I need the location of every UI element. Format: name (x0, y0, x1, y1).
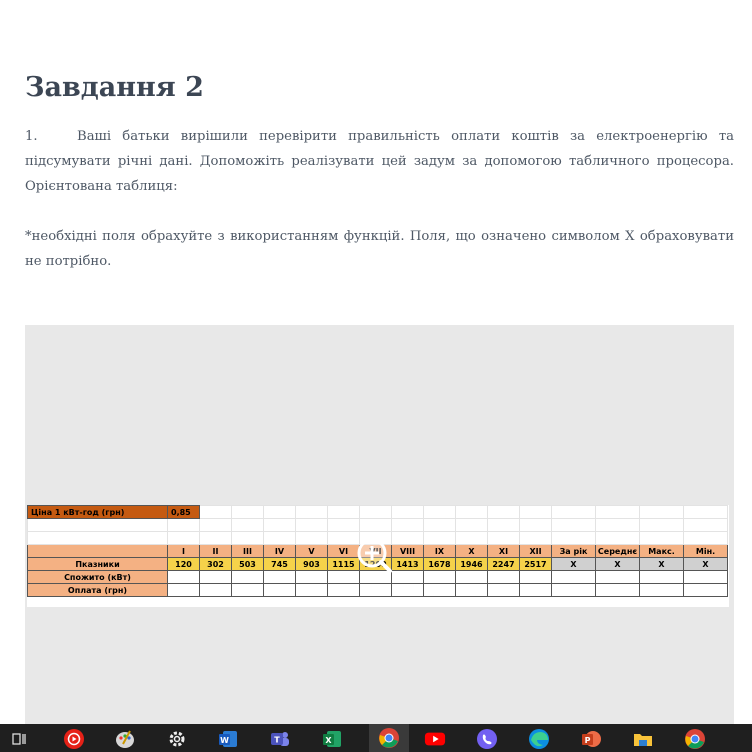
table-image[interactable] (25, 325, 734, 724)
value-cell (168, 584, 200, 597)
svg-text:P: P (584, 736, 591, 745)
sheet-cell (392, 532, 424, 545)
sheet-cell (232, 506, 264, 519)
task-paragraph (25, 124, 734, 199)
youtube-icon[interactable] (424, 728, 446, 750)
summary-cell: X (640, 558, 684, 571)
value-cell (168, 571, 200, 584)
page-title: Завдання 2 (25, 72, 204, 103)
month-header-cell: III (232, 545, 264, 558)
summary-cell (552, 584, 596, 597)
summary-cell (596, 584, 640, 597)
value-cell (232, 584, 264, 597)
excel-icon[interactable] (321, 728, 343, 750)
value-cell (424, 571, 456, 584)
value-cell (488, 584, 520, 597)
month-header-cell: I (168, 545, 200, 558)
value-cell (520, 571, 552, 584)
list-number: 1. (25, 129, 38, 144)
youtube-music-icon[interactable] (63, 728, 85, 750)
value-cell: 503 (232, 558, 264, 571)
month-header-cell: IX (424, 545, 456, 558)
paint-icon[interactable] (114, 728, 136, 750)
month-header-cell: X (456, 545, 488, 558)
price-label-cell: Ціна 1 кВт-год (грн) (28, 506, 168, 519)
sheet-cell (488, 532, 520, 545)
sheet-cell (596, 532, 640, 545)
month-header-cell: II (200, 545, 232, 558)
sheet-cell (28, 532, 168, 545)
sheet-cell (456, 532, 488, 545)
value-cell: 1678 (424, 558, 456, 571)
summary-cell (640, 571, 684, 584)
svg-text:W: W (220, 736, 229, 745)
sheet-cell (424, 519, 456, 532)
edge-icon[interactable] (528, 728, 550, 750)
value-cell: 1115 (328, 558, 360, 571)
sheet-cell (596, 506, 640, 519)
summary-cell (684, 571, 728, 584)
value-cell: 2247 (488, 558, 520, 571)
summary-cell: X (684, 558, 728, 571)
sheet-cell (360, 506, 392, 519)
sheet-cell (684, 532, 728, 545)
sheet-cell (168, 532, 200, 545)
value-cell: 302 (200, 558, 232, 571)
file-explorer-icon[interactable] (632, 728, 654, 750)
sheet-cell (328, 506, 360, 519)
value-cell: 120 (168, 558, 200, 571)
sheet-cell (424, 506, 456, 519)
value-cell (456, 571, 488, 584)
summary-header-cell: Середнє (596, 545, 640, 558)
svg-text:T: T (274, 735, 280, 745)
sheet-cell (552, 532, 596, 545)
sheet-cell (488, 506, 520, 519)
value-cell: 745 (264, 558, 296, 571)
month-header-cell: VIII (392, 545, 424, 558)
value-cell (456, 584, 488, 597)
word-icon[interactable] (217, 728, 239, 750)
sheet-cell (596, 519, 640, 532)
row-label-cell: Пказники (28, 558, 168, 571)
sheet-cell (520, 532, 552, 545)
sheet-cell (488, 519, 520, 532)
value-cell (392, 584, 424, 597)
summary-cell (684, 584, 728, 597)
row-label-cell: Оплата (грн) (28, 584, 168, 597)
zoom-in-icon[interactable] (355, 536, 393, 574)
sheet-cell (640, 532, 684, 545)
taskbar (0, 724, 752, 752)
sheet-cell (392, 519, 424, 532)
summary-cell (552, 571, 596, 584)
value-cell (360, 584, 392, 597)
sheet-cell (232, 519, 264, 532)
sheet-cell (232, 532, 264, 545)
sheet-cell (392, 506, 424, 519)
sheet-cell (168, 519, 200, 532)
sheet-cell (360, 519, 392, 532)
summary-header-cell: Макс. (640, 545, 684, 558)
month-header-cell: V (296, 545, 328, 558)
sheet-cell (264, 506, 296, 519)
summary-cell: X (596, 558, 640, 571)
chrome-icon[interactable] (684, 728, 706, 750)
sheet-cell (264, 532, 296, 545)
value-cell (264, 584, 296, 597)
task-text: Ваші батьки вирішили перевірити правильність оплати коштів за електроенергію та підсумувати річні дані. Допоможіть реалізувати цей задум за допомогою табличного процесора. Орієнтована таблиця: (25, 129, 734, 194)
sheet-cell (684, 519, 728, 532)
sheet-cell (296, 519, 328, 532)
sheet-cell (456, 519, 488, 532)
note-paragraph: *необхідні поля обрахуйте з використанням функцій. Поля, що означено символом Х обраховувати не потрібно. (25, 229, 734, 269)
sheet-cell (424, 532, 456, 545)
sheet-cell (200, 506, 232, 519)
sheet-cell (28, 519, 168, 532)
summary-cell (596, 571, 640, 584)
sheet-cell (684, 506, 728, 519)
sheet-cell (456, 506, 488, 519)
sheet-cell (640, 506, 684, 519)
sheet-cell (200, 532, 232, 545)
value-cell (200, 584, 232, 597)
viber-icon[interactable] (476, 728, 498, 750)
value-cell: 1413 (392, 558, 424, 571)
summary-cell: X (552, 558, 596, 571)
value-cell (424, 584, 456, 597)
sheet-cell (328, 519, 360, 532)
sheet-cell (296, 506, 328, 519)
value-cell (296, 584, 328, 597)
task-view-icon[interactable] (8, 728, 30, 750)
month-header-cell: XI (488, 545, 520, 558)
powerpoint-icon[interactable] (580, 728, 602, 750)
value-cell (296, 571, 328, 584)
teams-icon[interactable] (269, 728, 291, 750)
sheet-cell (552, 506, 596, 519)
sheet-cell (296, 532, 328, 545)
value-cell: 903 (296, 558, 328, 571)
summary-header-cell: За рік (552, 545, 596, 558)
month-header-cell: IV (264, 545, 296, 558)
header-corner-cell (28, 545, 168, 558)
value-cell (520, 584, 552, 597)
value-cell: 1946 (456, 558, 488, 571)
sheet-cell (552, 519, 596, 532)
row-label-cell: Спожито (кВт) (28, 571, 168, 584)
sheet-cell (520, 519, 552, 532)
value-cell (392, 571, 424, 584)
value-cell (200, 571, 232, 584)
value-cell (232, 571, 264, 584)
chrome-icon-active[interactable] (369, 724, 409, 752)
settings-icon[interactable] (166, 728, 188, 750)
price-value-cell: 0,85 (168, 506, 200, 519)
summary-cell (640, 584, 684, 597)
value-cell (328, 584, 360, 597)
month-header-cell: VI (328, 545, 360, 558)
value-cell: 2517 (520, 558, 552, 571)
sheet-cell (520, 506, 552, 519)
value-cell (264, 571, 296, 584)
value-cell (488, 571, 520, 584)
sheet-cell (200, 519, 232, 532)
svg-text:X: X (325, 736, 332, 745)
summary-header-cell: Мін. (684, 545, 728, 558)
sheet-cell (264, 519, 296, 532)
sheet-cell (640, 519, 684, 532)
month-header-cell: XII (520, 545, 552, 558)
